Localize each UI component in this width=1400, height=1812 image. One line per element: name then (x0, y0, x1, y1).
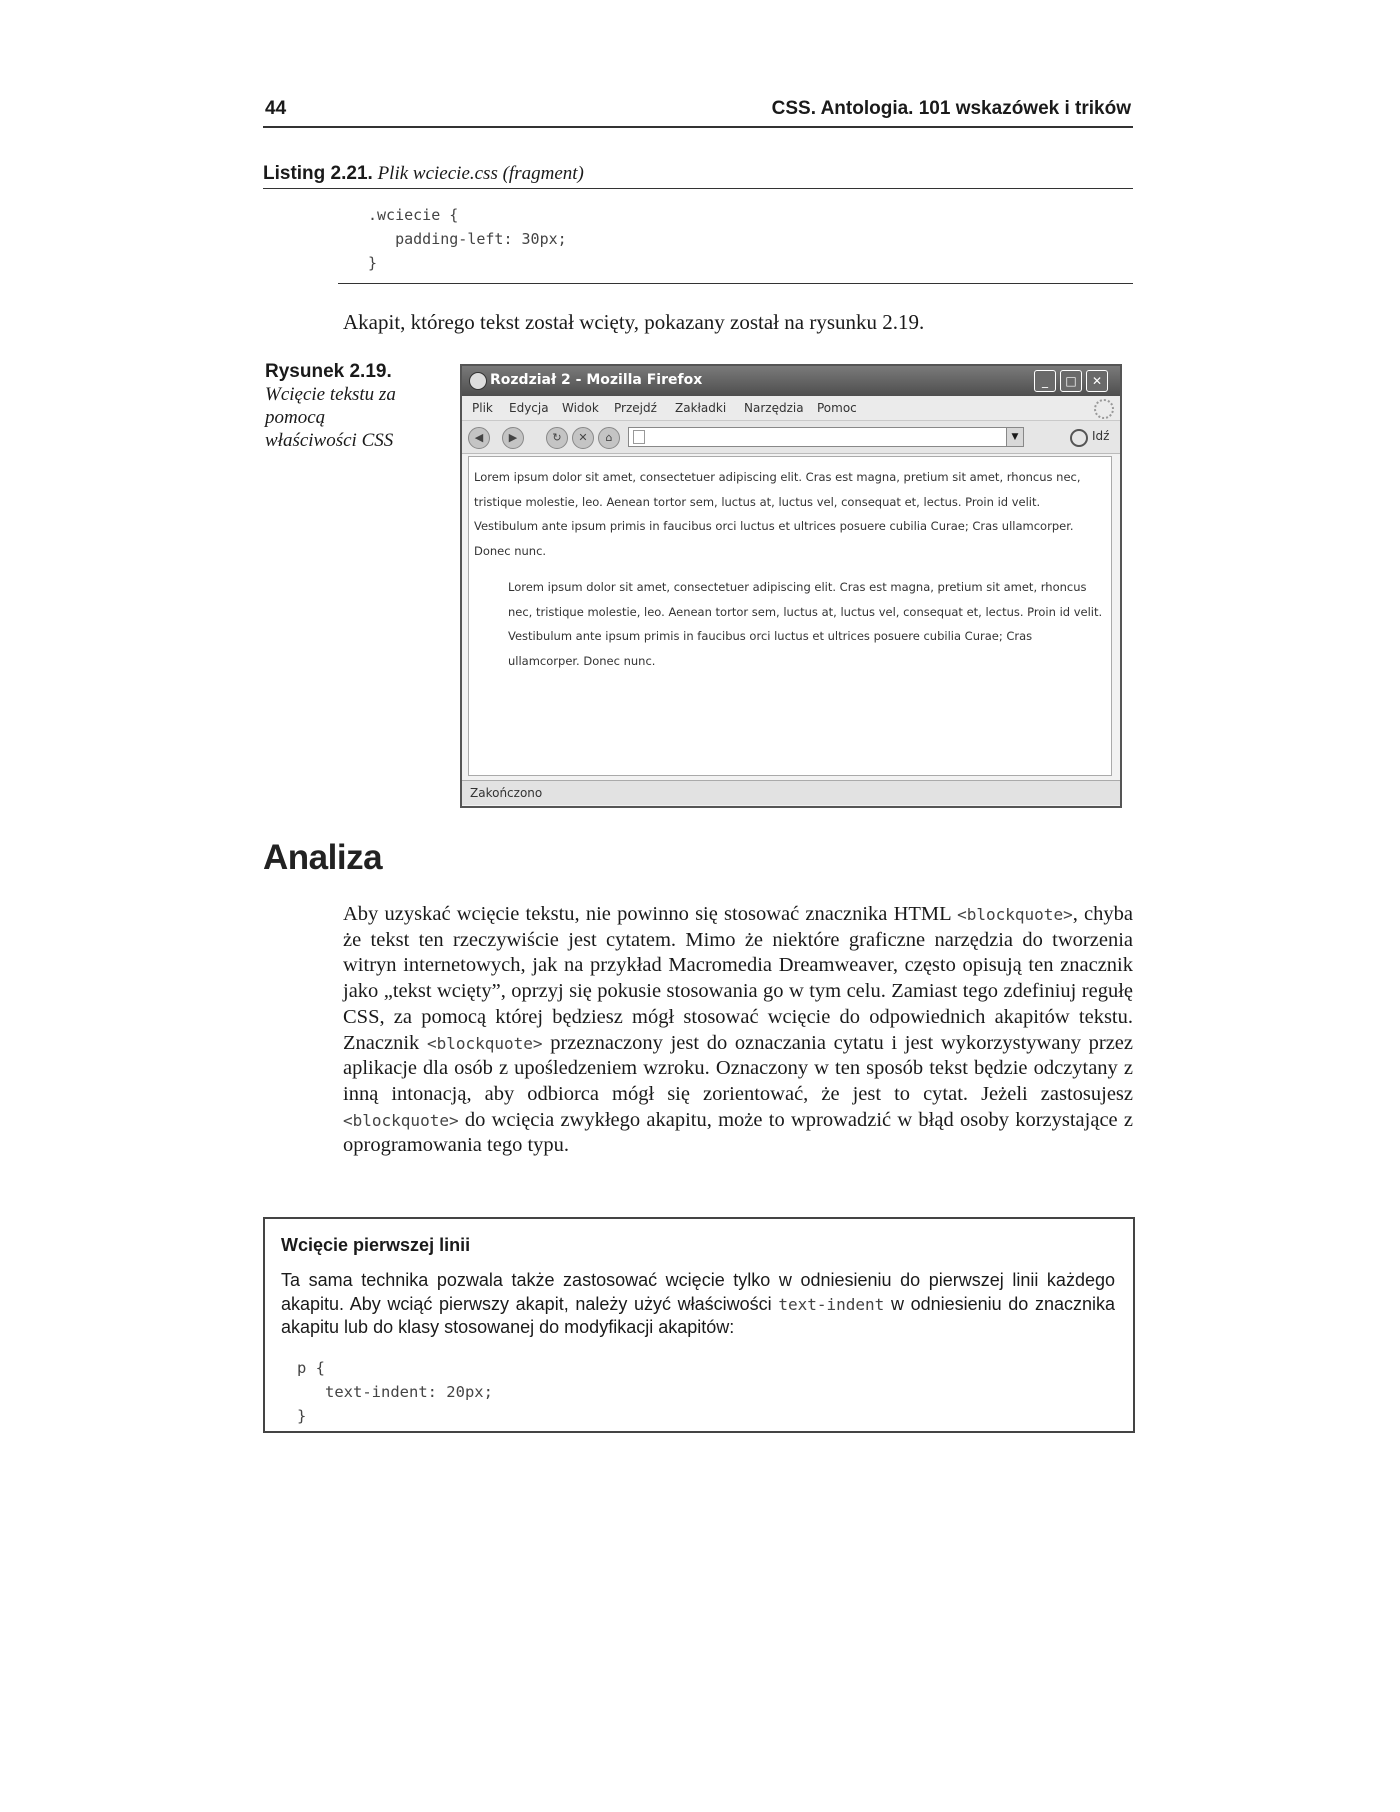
book-title: CSS. Antologia. 101 wskazówek i trików (771, 98, 1131, 119)
page-icon (633, 430, 645, 444)
analysis-paragraph (343, 902, 1133, 1159)
listing-code: .wciecie { padding-left: 30px; } (368, 206, 567, 272)
analysis-text-2: , chyba że tekst ten rzeczywiście jest cytatem. Mimo że niektóre graficzne narzędzia do tworzenia witryn internetowych, jak na przykład Macromedia Dreamweaver, często opisują ten znacznik jako „tekst wcięty”, oprzyj się pokusie stosowania go w tym celu. Zamiast tego zdefiniuj regułę CSS, za pomocą której będziesz mógł stosować wcięcie do odpowiednich akapitów tekstu. Znacznik (343, 903, 1133, 1054)
window-titlebar (462, 366, 1120, 396)
menu-narzedzia[interactable]: Narzędzia (744, 401, 804, 415)
section-heading: Analiza (263, 838, 383, 877)
analysis-text-3: przeznaczony jest do oznaczania cytatu i jest wykorzystywany przez aplikacje dla osób z upośledzeniem wzroku. Oznaczony w ten sposób tekst będzie odczytany z inną intonacją, aby odbiorca mógł się zorientować, że jest to cytat. Jeżeli zastosujesz (343, 1031, 1134, 1105)
listing-description: Plik wciecie.css (fragment) (377, 163, 584, 184)
menu-zakladki[interactable]: Zakładki (675, 401, 727, 415)
go-icon[interactable] (1070, 429, 1088, 447)
navigation-toolbar (462, 421, 1120, 454)
content-paragraph-normal: Lorem ipsum dolor sit amet, consectetuer adipiscing elit. Cras est magna, pretium sit amet, rhoncus nec, tristique molestie, leo. Aenean tortor sem, luctus at, luctus vel, consequat et, lectus. Proin id velit. Vestibulum ante ipsum primis in faucibus orci luctus et ultrices posuere cubilia Curae; Cras ullamcorper. Donec nunc. (474, 470, 1081, 558)
inline-code-blockquote-2: <blockquote> (426, 1033, 543, 1053)
address-bar[interactable] (628, 427, 1024, 447)
browser-window (460, 364, 1122, 808)
status-text: Zakończono (470, 786, 543, 800)
page-number: 44 (265, 98, 287, 119)
inline-code-blockquote-3: <blockquote> (343, 1110, 459, 1130)
go-button[interactable]: Idź (1092, 429, 1110, 443)
menu-widok[interactable]: Widok (562, 401, 599, 415)
listing-divider (338, 283, 1133, 284)
minimize-button[interactable]: _ (1034, 370, 1056, 392)
menu-pomoc[interactable]: Pomoc (817, 401, 857, 415)
listing-label: Listing 2.21. (263, 163, 373, 184)
chevron-down-icon[interactable]: ▼ (1006, 428, 1023, 446)
tip-text (281, 1269, 1115, 1340)
throbber-icon (1094, 399, 1114, 419)
tip-text-after: w odniesieniu do znacznika akapitu lub do klasy stosowanej do modyfikacji akapitów: (281, 1293, 1115, 1337)
tip-code: p { text-indent: 20px; } (297, 1359, 493, 1425)
menu-przejdz[interactable]: Przejdź (614, 401, 657, 415)
intro-paragraph: Akapit, którego tekst został wcięty, pokazany został na rysunku 2.19. (343, 310, 925, 334)
status-bar (462, 780, 1120, 805)
reload-icon[interactable]: ↻ (546, 427, 568, 449)
running-header (263, 96, 1133, 128)
menu-edycja[interactable]: Edycja (509, 401, 549, 415)
tip-text-before: Ta sama technika pozwala także zastosować wcięcie tylko w odniesieniu do pierwszej linii każdego akapitu. Aby wciąć pierwszy akapit, należy użyć właściwości (281, 1270, 1115, 1314)
figure-caption (265, 360, 415, 452)
figure-label: Rysunek 2.19. (265, 361, 392, 382)
window-title: Rozdział 2 - Mozilla Firefox (490, 372, 703, 388)
figure-description: Wcięcie tekstu za pomocą właściwości CSS (265, 384, 396, 451)
close-button[interactable]: ✕ (1086, 370, 1108, 392)
page-content (468, 456, 1112, 776)
menu-bar (462, 396, 1120, 421)
firefox-icon (469, 372, 487, 390)
analysis-text-1: Aby uzyskać wcięcie tekstu, nie powinno się stosować znacznika HTML (343, 903, 958, 925)
maximize-button[interactable]: □ (1060, 370, 1082, 392)
home-icon[interactable]: ⌂ (598, 427, 620, 449)
forward-arrow-icon[interactable]: ▶ (502, 427, 524, 449)
content-paragraph-indented: Lorem ipsum dolor sit amet, consectetuer adipiscing elit. Cras est magna, pretium sit amet, rhoncus nec, tristique molestie, leo. Aenean tortor sem, luctus at, luctus vel, consequat et, lectus. Proin id velit. Vestibulum ante ipsum primis in faucibus orci luctus et ultrices posuere cubilia Curae; Cras ullamcorper. Donec nunc. (508, 580, 1103, 668)
back-arrow-icon[interactable]: ◀ (468, 427, 490, 449)
listing-caption (263, 163, 1133, 189)
inline-code-text-indent: text-indent (778, 1294, 885, 1314)
tip-box (263, 1217, 1135, 1433)
inline-code-blockquote-1: <blockquote> (957, 905, 1073, 924)
menu-plik[interactable]: Plik (472, 401, 493, 415)
stop-icon[interactable]: ✕ (572, 427, 594, 449)
analysis-text-4: do wcięcia zwykłego akapitu, może to wprowadzić w błąd osoby korzystające z oprogramowania tego typu. (343, 1108, 1133, 1157)
tip-title: Wcięcie pierwszej linii (281, 1235, 471, 1255)
